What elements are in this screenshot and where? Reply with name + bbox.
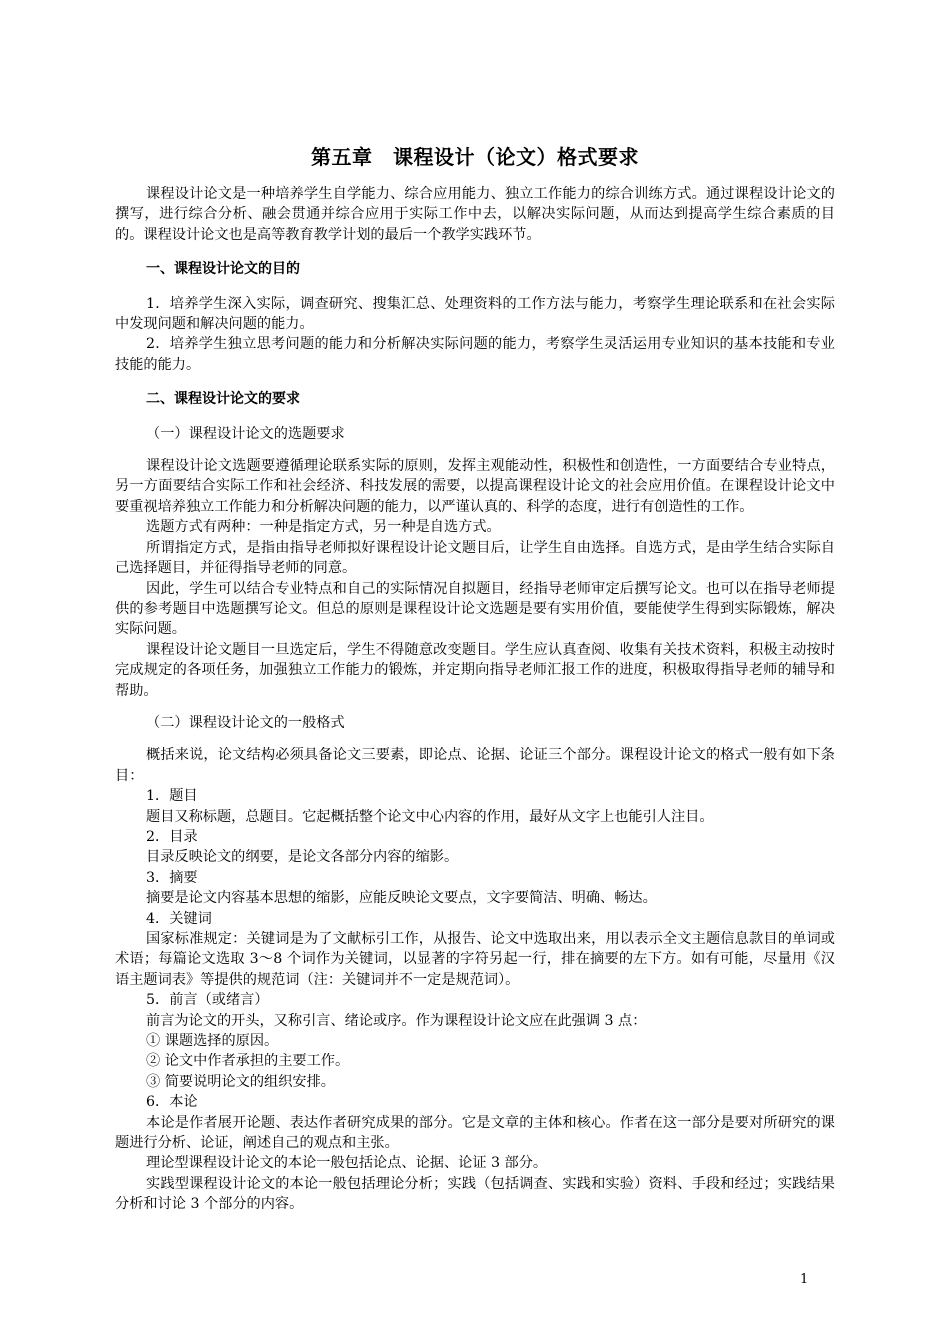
entry-text: 国家标准规定：关键词是为了文献标引工作，从报告、论文中选取出来，用以表示全文主题信息款目的单词或术语；每篇论文选取 3～8 个词作为关键词，以显著的字符另起一行，排在摘要的左下方。如有可能，尽量用《汉语主题词表》等提供的规范词（注：关键词并不一定是规范词）。 <box>115 931 835 988</box>
entry-label: 3．摘要 <box>146 869 198 886</box>
topic-paragraph: 课程设计论文题目一旦选定后，学生不得随意改变题目。学生应认真查阅、收集有关技术资料，积极主动按时完成规定的各项任务，加强独立工作能力的锻炼，并定期向指导老师汇报工作的进度，积极取得指导老师的辅导和帮助。 <box>115 641 835 699</box>
topic-paragraph: 课程设计论文选题要遵循理论联系实际的原则，发挥主观能动性，积极性和创造性，一方面要结合专业特点，另一方面要结合实际工作和社会经济、科技发展的需要，以提高课程设计论文的社会应用价值。在课程设计论文中要重视培养独立工作能力和分析解决问题的能力，以严谨认真的、科学的态度，进行有创造性的工作。 <box>115 458 835 515</box>
page-number: 1 <box>800 1272 809 1287</box>
body-paragraph: 理论型课程设计论文的本论一般包括论点、论据、论证 3 部分。 <box>146 1155 548 1172</box>
intro-paragraph: 课程设计论文是一种培养学生自学能力、综合应用能力、独立工作能力的综合训练方式。通过课程设计论文的撰写，进行综合分析、融会贯通并综合应用于实际工作中去，以解决实际问题，从而达到提高学生综合素质的目的。课程设计论文也是高等教育教学计划的最后一个教学实践环节。 <box>115 186 835 243</box>
entry-label: 4．关键词 <box>146 910 212 927</box>
body-paragraph: 实践型课程设计论文的本论一般包括理论分析；实践（包括调查、实践和实验）资料、手段和经过；实践结果分析和讨论 3 个部分的内容。 <box>115 1175 835 1213</box>
topic-paragraph: 因此，学生可以结合专业特点和自己的实际情况自拟题目，经指导老师审定后撰写论文。也可以在指导老师提供的参考题目中选题撰写论文。但总的原则是课程设计论文选题是要有实用价值，要能使学生得到实际锻炼，解决实际问题。 <box>115 580 835 638</box>
entry-label: 2．目录 <box>146 828 198 845</box>
entry-text: 目录反映论文的纲要，是论文各部分内容的缩影。 <box>146 849 459 866</box>
entry-text: 摘要是论文内容基本思想的缩影，应能反映论文要点，文字要简洁、明确、畅达。 <box>146 890 657 907</box>
body-label: 6．本论 <box>146 1094 198 1111</box>
document-page <box>115 142 835 1215</box>
chapter-title: 第五章 课程设计（论文）格式要求 <box>311 145 639 169</box>
purpose-item: 2．培养学生独立思考问题的能力和分析解决实际问题的能力，考察学生灵活运用专业知识的基本技能和专业技能的能力。 <box>115 336 835 373</box>
preface-text: 前言为论文的开头，又称引言、绪论或序。作为课程设计论文应在此强调 3 点： <box>146 1012 647 1029</box>
preface-point: ③ 简要说明论文的组织安排。 <box>146 1073 335 1090</box>
entry-label: 1．题目 <box>146 788 198 805</box>
preface-point: ② 论文中作者承担的主要工作。 <box>146 1053 350 1070</box>
preface-point: ① 课题选择的原因。 <box>146 1033 279 1050</box>
topic-paragraph: 所谓指定方式，是指由指导老师拟好课程设计论文题目后，让学生自由选择。自选方式，是由学生结合实际自己选择题目，并征得指导老师的同意。 <box>115 539 835 577</box>
purpose-item: 1．培养学生深入实际，调查研究、搜集汇总、处理资料的工作方法与能力，考察学生理论联系和在社会实际中发现问题和解决问题的能力。 <box>115 295 835 333</box>
body-paragraph: 本论是作者展开论题、表达作者研究成果的部分。它是文章的主体和核心。作者在这一部分是要对所研究的课题进行分析、论证，阐述自己的观点和主张。 <box>115 1114 835 1152</box>
subsection-heading-format: （二）课程设计论文的一般格式 <box>146 714 345 731</box>
topic-paragraph: 选题方式有两种：一种是指定方式，另一种是自选方式。 <box>146 519 501 536</box>
preface-label: 5．前言（或绪言） <box>146 992 269 1009</box>
section-heading-requirements: 二、课程设计论文的要求 <box>146 391 300 408</box>
section-heading-purpose: 一、课程设计论文的目的 <box>146 261 300 278</box>
subsection-heading-topic: （一）课程设计论文的选题要求 <box>146 425 345 442</box>
entry-text: 题目又称标题，总题目。它起概括整个论文中心内容的作用，最好从文字上也能引人注目。 <box>146 808 714 825</box>
format-lead: 概括来说，论文结构必须具备论文三要素，即论点、论据、论证三个部分。课程设计论文的格式一般有如下条目： <box>115 747 835 784</box>
